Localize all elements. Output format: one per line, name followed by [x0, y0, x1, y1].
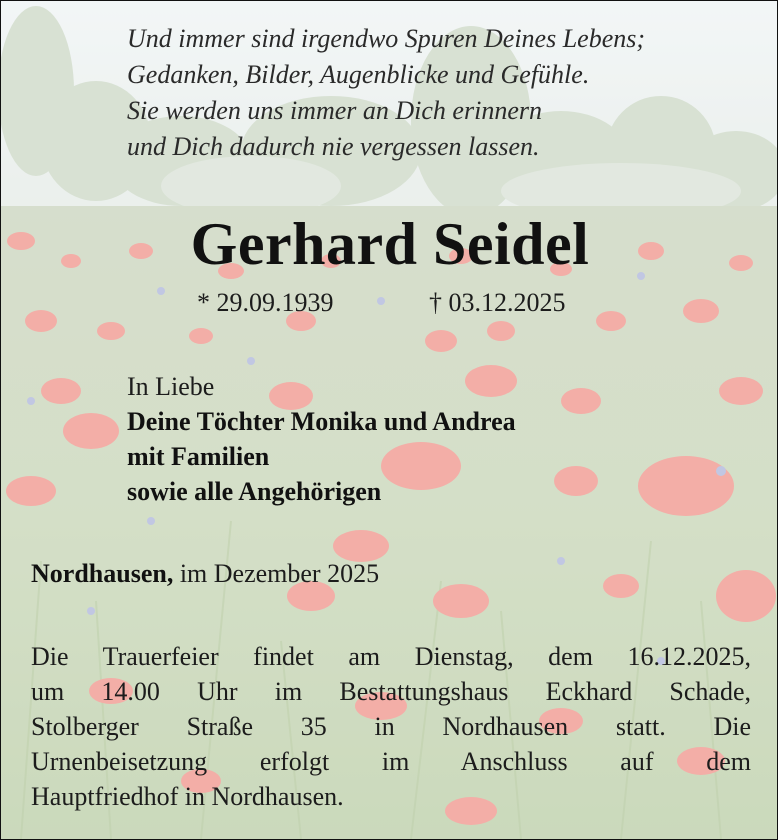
poem-line: und Dich dadurch nie vergessen lassen.: [127, 132, 540, 161]
mourners-line: mit Familien: [127, 442, 270, 471]
memorial-poem: [127, 21, 747, 165]
place-and-date: [31, 557, 379, 591]
details-line: Hauptfriedhof in Nordhausen.: [31, 782, 344, 811]
poem-line: Gedanken, Bilder, Augenblicke und Gefühle.: [127, 60, 590, 89]
life-dates: [1, 286, 778, 320]
birth-date: * 29.09.1939: [197, 288, 334, 317]
funeral-details: [31, 639, 751, 814]
mourners: [127, 369, 516, 509]
death-date: † 03.12.2025: [429, 288, 566, 317]
details-line: um 14.00 Uhr im Bestattungshaus Eckhard Schade,: [31, 677, 751, 706]
details-line: Die Trauerfeier findet am Dienstag, dem 16.12.2025,: [31, 642, 751, 671]
place-city: Nordhausen,: [31, 559, 174, 588]
details-line: Urnenbeisetzung erfolgt im Anschluss auf dem: [31, 747, 751, 776]
details-line: Stolberger Straße 35 in Nordhausen statt. Die: [31, 712, 751, 741]
place-date: im Dezember 2025: [173, 559, 380, 588]
deceased-name: Gerhard Seidel: [190, 211, 590, 277]
mourners-line: Deine Töchter Monika und Andrea: [127, 407, 516, 436]
poem-line: Und immer sind irgendwo Spuren Deines Lebens;: [127, 24, 646, 53]
poem-line: Sie werden uns immer an Dich erinnern: [127, 96, 542, 125]
mourners-line: sowie alle Angehörigen: [127, 477, 382, 506]
mourners-intro: In Liebe: [127, 372, 215, 401]
notice-content: [1, 1, 777, 839]
